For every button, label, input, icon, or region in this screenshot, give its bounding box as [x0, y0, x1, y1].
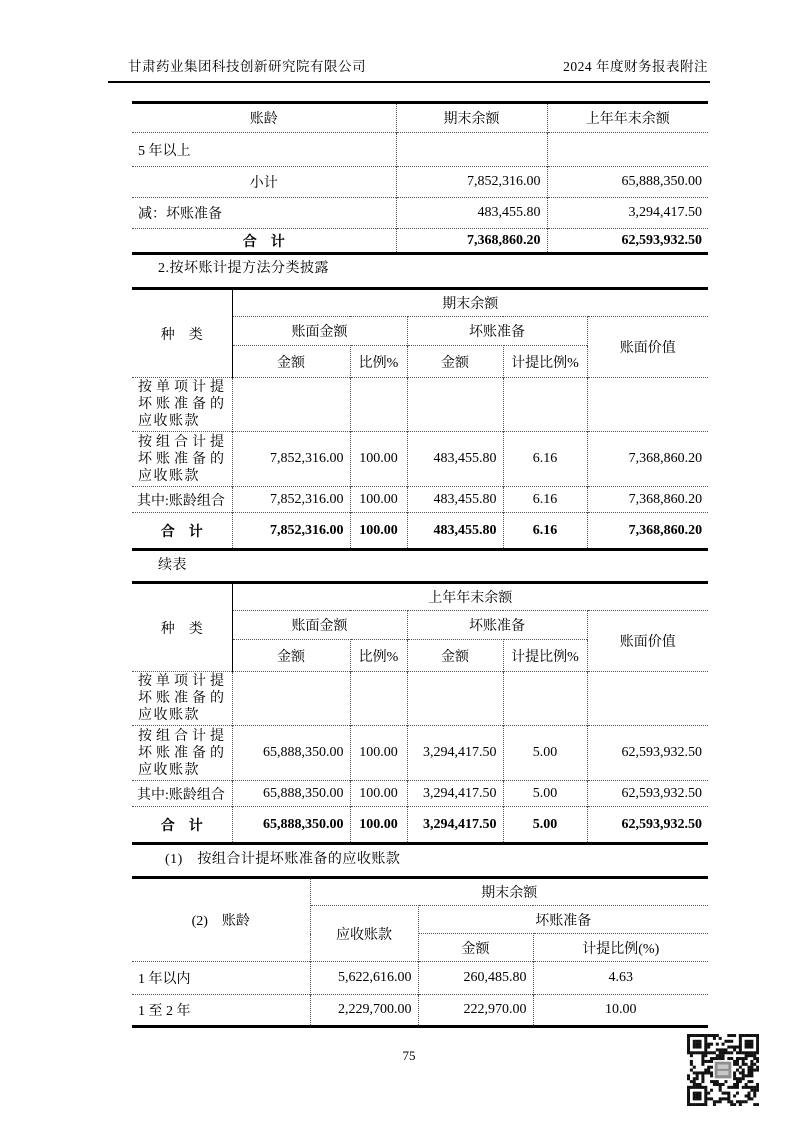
- row-label: 按单项计提坏账准备的应收账款: [132, 672, 232, 726]
- col-header-prior-balance: 上年年末余额: [585, 112, 670, 127]
- provision-ratio: 10.00: [533, 995, 708, 1027]
- prior-amount: 3,294,417.50: [547, 198, 708, 229]
- row-label: 1 至 2 年: [132, 995, 310, 1027]
- provision-method-table-current: [132, 287, 708, 551]
- current-amount: [396, 133, 547, 167]
- current-amount: 7,368,860.20: [396, 229, 547, 254]
- ratio: 100.00: [350, 432, 407, 487]
- prior-amount: 62,593,932.50: [547, 229, 708, 254]
- bad-debt-amount: 3,294,417.50: [407, 726, 503, 781]
- row-label: 其中:账龄组合: [132, 487, 232, 513]
- col-header-prior-balance: 上年年末余额: [428, 591, 513, 606]
- col-header-receivable: 应收账款: [310, 906, 418, 962]
- bad-debt-amount: 222,970.00: [418, 995, 533, 1027]
- amount: 65,888,350.00: [232, 807, 350, 844]
- amount: 7,852,316.00: [232, 487, 350, 513]
- row-label: 1 年以内: [132, 962, 310, 995]
- col-header-provision-ratio: 计提比例%: [503, 346, 587, 378]
- current-amount: 7,852,316.00: [396, 167, 547, 198]
- col-header-provision-ratio: 计提比例(%): [533, 934, 708, 962]
- row-label: 按组合计提坏账准备的应收账款: [132, 726, 232, 781]
- table-row: [132, 133, 708, 167]
- ratio: 100.00: [350, 807, 407, 844]
- table-header-row: [132, 103, 708, 133]
- amount: 7,852,316.00: [232, 432, 350, 487]
- book-value: 62,593,932.50: [587, 807, 708, 844]
- col-header-kind: 种 类: [132, 289, 232, 378]
- total-row: [132, 807, 708, 844]
- col-header-amount: 金额: [407, 346, 503, 378]
- col-header-provision-ratio: 计提比例%: [503, 640, 587, 672]
- row-label: 小计: [132, 167, 396, 198]
- table-header-row: [132, 289, 708, 317]
- provision-ratio: [503, 672, 587, 726]
- current-amount: 483,455.80: [396, 198, 547, 229]
- provision-ratio: 6.16: [503, 432, 587, 487]
- table-row: [132, 726, 708, 781]
- provision-ratio: [503, 378, 587, 432]
- qr-code-image: [687, 1034, 759, 1106]
- bad-debt-amount: 483,455.80: [407, 513, 503, 550]
- row-label: 按单项计提坏账准备的应收账款: [132, 378, 232, 432]
- col-header-amount: 金额: [418, 934, 533, 962]
- bad-debt-amount: 483,455.80: [407, 487, 503, 513]
- book-value: 7,368,860.20: [587, 487, 708, 513]
- provision-method-table-prior: [132, 581, 708, 845]
- col-header-bad-debt: 坏账准备: [407, 611, 587, 640]
- total-label: 合 计: [132, 229, 396, 254]
- provision-ratio: 4.63: [533, 962, 708, 995]
- provision-ratio: 6.16: [503, 513, 587, 550]
- col-header-amount: 金额: [232, 640, 350, 672]
- total-row: [132, 513, 708, 550]
- col-header-aging: 账龄: [132, 103, 396, 133]
- caption-continued-table: 续表: [158, 558, 187, 573]
- book-value: [587, 378, 708, 432]
- qr-code-icon: [687, 1034, 759, 1106]
- ratio: [350, 378, 407, 432]
- col-header-aging: (2) 账龄: [132, 878, 310, 962]
- amount: 65,888,350.00: [232, 726, 350, 781]
- table-row: [132, 487, 708, 513]
- total-label: 合 计: [132, 513, 232, 550]
- table-row: [132, 781, 708, 807]
- report-title: 2024 年度财务报表附注: [563, 59, 708, 74]
- bad-debt-amount: [407, 672, 503, 726]
- table-row: [132, 432, 708, 487]
- table-row: [132, 167, 708, 198]
- col-header-bad-debt: 坏账准备: [407, 317, 587, 346]
- ratio: 100.00: [350, 726, 407, 781]
- running-header: [108, 55, 710, 83]
- col-header-ratio: 比例%: [350, 640, 407, 672]
- prior-amount: [547, 133, 708, 167]
- row-label: 按组合计提坏账准备的应收账款: [132, 432, 232, 487]
- row-label: 5 年以上: [132, 133, 396, 167]
- col-header-amount: 金额: [232, 346, 350, 378]
- caption-group-provision: (1) 按组合计提坏账准备的应收账款: [165, 852, 401, 867]
- book-value: 62,593,932.50: [587, 726, 708, 781]
- col-header-book-amount: 账面金额: [232, 611, 407, 640]
- col-header-ending-balance: 期末余额: [442, 297, 499, 312]
- col-header-kind: 种 类: [132, 583, 232, 672]
- company-name: 甘肃药业集团科技创新研究院有限公司: [128, 59, 366, 74]
- book-value: [587, 672, 708, 726]
- bad-debt-amount: 3,294,417.50: [407, 781, 503, 807]
- col-header-ratio: 比例%: [350, 346, 407, 378]
- receivable-amount: 2,229,700.00: [310, 995, 418, 1027]
- receivable-amount: 5,622,616.00: [310, 962, 418, 995]
- bad-debt-amount: 260,485.80: [418, 962, 533, 995]
- group-aging-table: [132, 876, 708, 1028]
- table-row: [132, 378, 708, 432]
- page-content: [108, 0, 710, 1028]
- amount: 7,852,316.00: [232, 513, 350, 550]
- row-label: 减：坏账准备: [132, 198, 396, 229]
- table-row: [132, 995, 708, 1027]
- bad-debt-amount: [407, 378, 503, 432]
- provision-ratio: 6.16: [503, 487, 587, 513]
- book-value: 62,593,932.50: [587, 781, 708, 807]
- col-header-book-value: 账面价值: [587, 317, 708, 378]
- book-value: 7,368,860.20: [587, 432, 708, 487]
- table-row: [132, 198, 708, 229]
- row-label: 其中:账龄组合: [132, 781, 232, 807]
- provision-ratio: 5.00: [503, 726, 587, 781]
- caption-method-disclosure: 2.按坏账计提方法分类披露: [158, 261, 329, 276]
- ratio: 100.00: [350, 487, 407, 513]
- amount: [232, 672, 350, 726]
- table-row: [132, 962, 708, 995]
- ratio: 100.00: [350, 781, 407, 807]
- aging-balance-table: [132, 101, 708, 255]
- col-header-ending-balance: 期末余额: [396, 103, 547, 133]
- book-value: 7,368,860.20: [587, 513, 708, 550]
- col-header-bad-debt: 坏账准备: [418, 906, 708, 934]
- prior-amount: 65,888,350.00: [547, 167, 708, 198]
- provision-ratio: 5.00: [503, 781, 587, 807]
- amount: [232, 378, 350, 432]
- ratio: [350, 672, 407, 726]
- table-row: [132, 672, 708, 726]
- bad-debt-amount: 483,455.80: [407, 432, 503, 487]
- page-number: 75: [402, 1048, 416, 1063]
- col-header-ending-balance: 期末余额: [481, 886, 538, 901]
- amount: 65,888,350.00: [232, 781, 350, 807]
- col-header-amount: 金额: [407, 640, 503, 672]
- total-row: [132, 229, 708, 254]
- total-label: 合 计: [132, 807, 232, 844]
- bad-debt-amount: 3,294,417.50: [407, 807, 503, 844]
- ratio: 100.00: [350, 513, 407, 550]
- col-header-book-amount: 账面金额: [232, 317, 407, 346]
- table-header-row: [132, 878, 708, 906]
- provision-ratio: 5.00: [503, 807, 587, 844]
- col-header-book-value: 账面价值: [587, 611, 708, 672]
- table-header-row: [132, 583, 708, 611]
